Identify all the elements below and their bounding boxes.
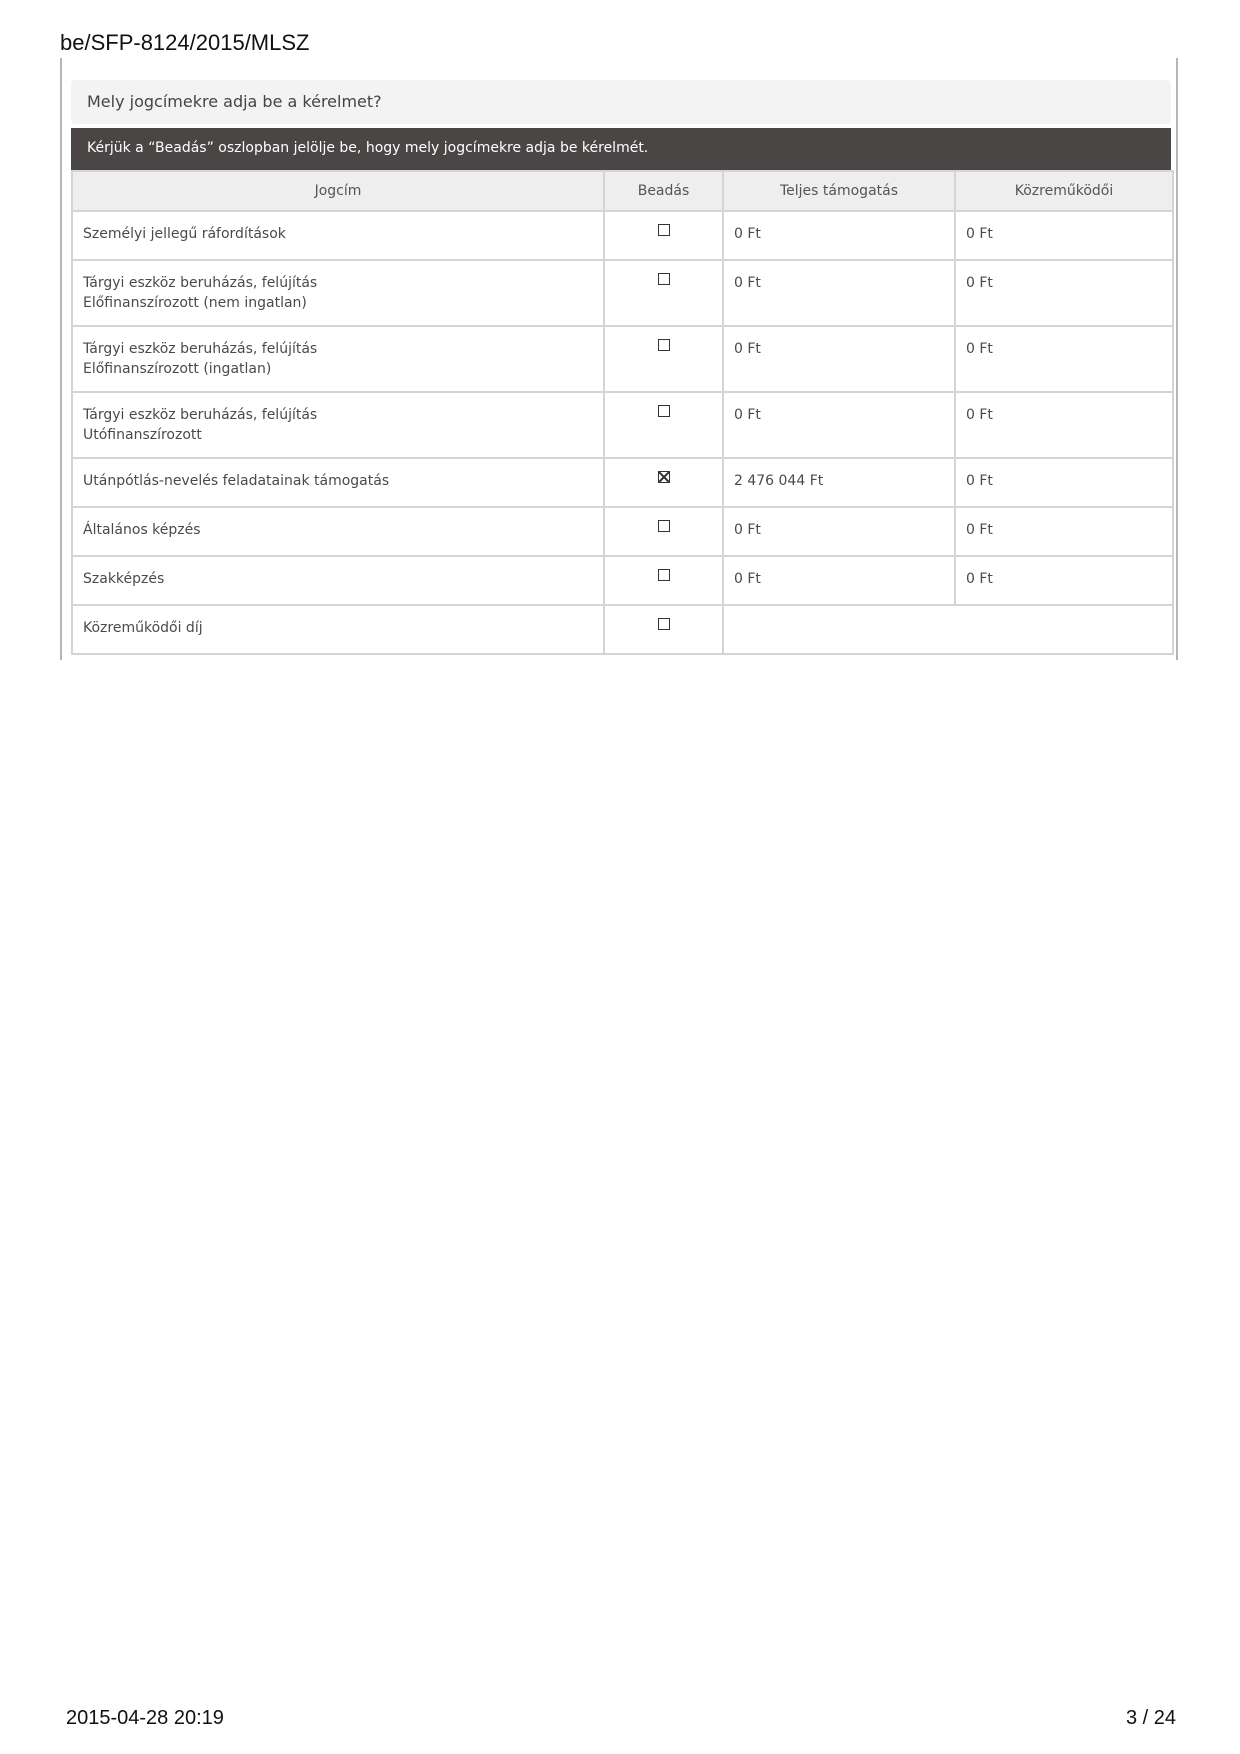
jogcim-label: Közreműködői díj (83, 620, 203, 636)
jogcim-cell (72, 605, 604, 654)
jogcim-cell (72, 392, 604, 458)
teljes-tamogatas-cell: 0 Ft (723, 326, 955, 392)
section-instruction: Kérjük a “Beadás” oszlopban jelölje be, hogy mely jogcímekre adja be kérelmét. (71, 128, 1171, 170)
teljes-tamogatas-cell: 2 476 044 Ft (723, 458, 955, 507)
beadas-checkbox[interactable] (658, 520, 670, 532)
jogcim-label: Személyi jellegű ráfordítások (83, 226, 286, 242)
header-beadas: Beadás (604, 171, 723, 211)
beadas-cell (604, 458, 723, 507)
table-row (72, 260, 1173, 326)
beadas-cell (604, 556, 723, 605)
beadas-checkbox[interactable] (658, 618, 670, 630)
jogcim-label: Szakképzés (83, 571, 165, 587)
kozremukodoi-cell: 0 Ft (955, 392, 1173, 458)
kozremukodoi-cell: 0 Ft (955, 260, 1173, 326)
header-kozremukodoi: Közreműködői (955, 171, 1173, 211)
teljes-tamogatas-cell: 0 Ft (723, 211, 955, 260)
jogcim-sublabel: Utófinanszírozott (83, 427, 202, 443)
kozremukodoi-cell: 0 Ft (955, 458, 1173, 507)
beadas-cell (604, 605, 723, 654)
beadas-checkbox[interactable] (658, 339, 670, 351)
jogcim-label: Tárgyi eszköz beruházás, felújítás (83, 341, 318, 357)
header-jogcim: Jogcím (72, 171, 604, 211)
header-teljes-tamogatas: Teljes támogatás (723, 171, 955, 211)
teljes-tamogatas-cell: 0 Ft (723, 507, 955, 556)
kozremukodoi-cell: 0 Ft (955, 326, 1173, 392)
table-row (72, 507, 1173, 556)
jogcim-cell (72, 326, 604, 392)
section-question: Mely jogcímekre adja be a kérelmet? (71, 80, 1171, 124)
jogcim-label: Tárgyi eszköz beruházás, felújítás (83, 407, 318, 423)
beadas-checkbox[interactable] (658, 405, 670, 417)
kozremukodoi-cell: 0 Ft (955, 556, 1173, 605)
beadas-checkbox[interactable] (658, 569, 670, 581)
beadas-cell (604, 392, 723, 458)
jogcim-cell (72, 458, 604, 507)
jogcim-label: Tárgyi eszköz beruházás, felújítás (83, 275, 318, 291)
beadas-checkbox[interactable] (658, 224, 670, 236)
table-row (72, 326, 1173, 392)
jogcim-label: Utánpótlás-nevelés feladatainak támogatás (83, 473, 390, 489)
kozremukodoi-cell: 0 Ft (955, 211, 1173, 260)
teljes-tamogatas-cell: 0 Ft (723, 392, 955, 458)
beadas-cell (604, 260, 723, 326)
kozremukodoi-cell: 0 Ft (955, 507, 1173, 556)
table-row (72, 556, 1173, 605)
jogcim-cell (72, 211, 604, 260)
beadas-checkbox[interactable] (658, 273, 670, 285)
beadas-cell (604, 211, 723, 260)
table-header-row (72, 171, 1173, 211)
jogcim-label: Általános képzés (83, 522, 201, 538)
jogcim-sublabel: Előfinanszírozott (nem ingatlan) (83, 295, 307, 311)
document-id: be/SFP-8124/2015/MLSZ (60, 30, 310, 55)
empty-amount-cell (723, 605, 1173, 654)
teljes-tamogatas-cell: 0 Ft (723, 260, 955, 326)
jogcim-table (71, 170, 1174, 655)
table-row (72, 605, 1173, 654)
table-row (72, 392, 1173, 458)
beadas-cell (604, 507, 723, 556)
table-row (72, 458, 1173, 507)
beadas-checkbox[interactable] (658, 471, 670, 483)
beadas-cell (604, 326, 723, 392)
footer-page-number: 3 / 24 (1125, 1707, 1176, 1729)
jogcim-cell (72, 556, 604, 605)
jogcim-cell (72, 260, 604, 326)
jogcim-sublabel: Előfinanszírozott (ingatlan) (83, 361, 272, 377)
footer-datetime: 2015-04-28 20:19 (66, 1707, 224, 1729)
jogcim-cell (72, 507, 604, 556)
table-row (72, 211, 1173, 260)
teljes-tamogatas-cell: 0 Ft (723, 556, 955, 605)
